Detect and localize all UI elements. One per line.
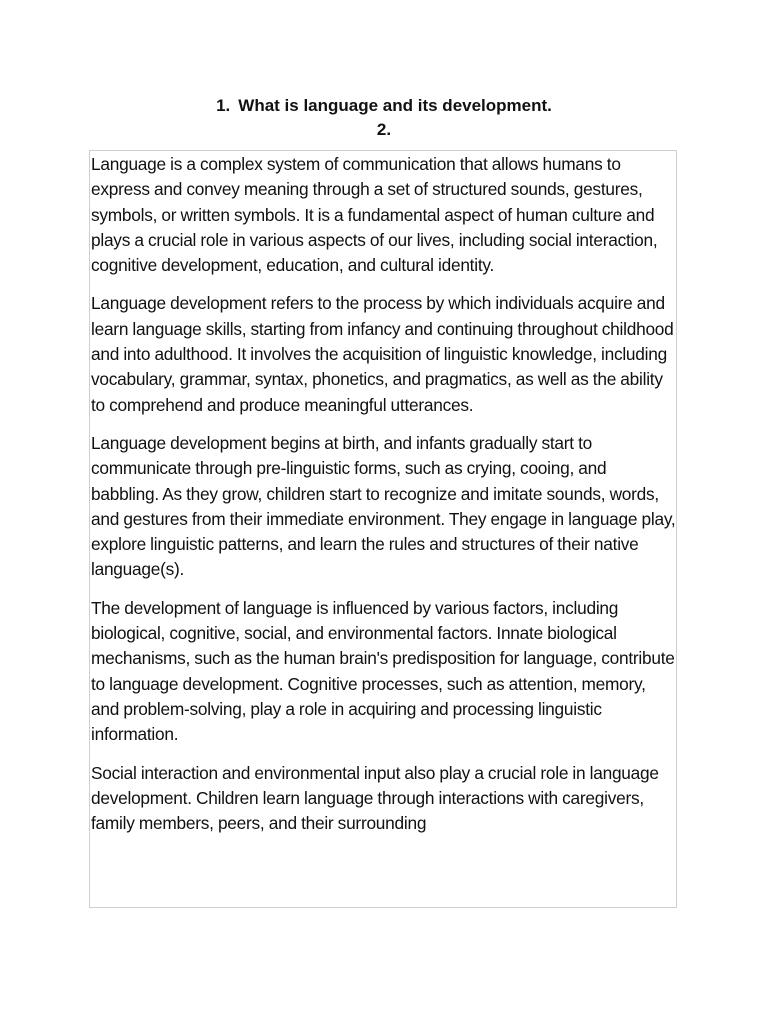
- heading-item-2-number: 2.: [376, 120, 392, 139]
- paragraph-4: The development of language is influenced by various factors, including biological, cognitive, social, and environmental factors. Innate biological mechanisms, such as the human brain's predisposition for language, contribute to language development. Cognitive processes, such as attention, memory, and problem-solving, play a role in acquiring and processing linguistic information.: [91, 597, 675, 745]
- heading-item-1-number: 1.: [216, 96, 231, 115]
- paragraph-1: Language is a complex system of communication that allows humans to express and convey meaning through a set of structured sounds, gestures, symbols, or written symbols. It is a fundamental aspect of human culture and plays a crucial role in various aspects of our lives, including social interaction, cognitive development, education, and cultural identity.: [91, 154, 658, 276]
- paragraph-3: Language development begins at birth, and infants gradually start to communicate through pre-linguistic forms, such as crying, cooing, and babbling. As they grow, children start to recognize and imitate sounds, words, and gestures from their immediate environment. They engage in language play, explore linguistic patterns, and learn the rules and structures of their native language(s).: [91, 432, 676, 580]
- document-heading: [0, 94, 768, 142]
- heading-item-2: [0, 118, 768, 142]
- paragraph-2: Language development refers to the process by which individuals acquire and learn language skills, starting from infancy and continuing throughout childhood and into adulthood. It involves the acquisition of linguistic knowledge, including vocabulary, grammar, syntax, phonetics, and pragmatics, as well as the ability to comprehend and produce meaningful utterances.: [91, 293, 674, 415]
- heading-item-1-text: What is language and its development.: [238, 96, 552, 115]
- heading-item-1: [0, 94, 768, 118]
- text-box: [89, 150, 677, 908]
- paragraph-5: Social interaction and environmental input also play a crucial role in language development. Children learn language through interactions with caregivers, family members, peers, and their surrounding: [91, 762, 659, 834]
